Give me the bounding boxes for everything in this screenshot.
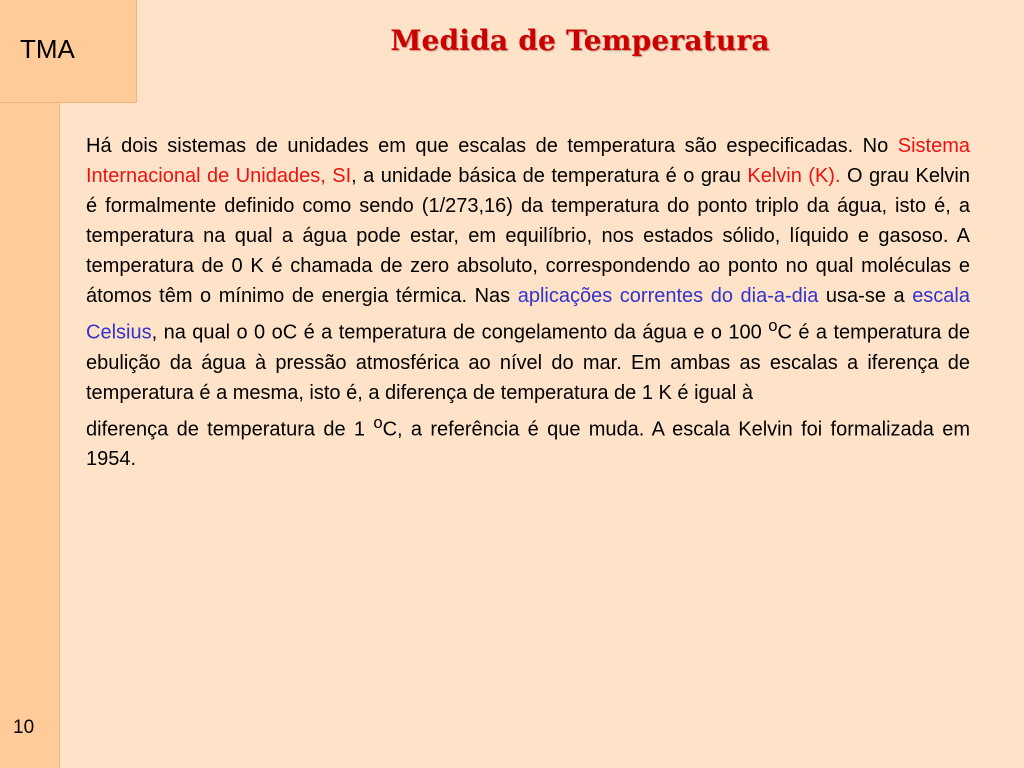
body-paragraph: [86, 131, 970, 474]
text-segment: , a unidade básica de temperatura é o grau: [351, 165, 748, 187]
sidebar-strip: [0, 0, 60, 768]
text-segment: , na qual o 0 oC é a temperatura de congelamento da água e o 100: [151, 321, 769, 344]
degree-superscript: o: [373, 412, 383, 432]
text-segment: C é a temperatura de ebulição da água à pressão atmosférica ao nível do mar. Em ambas as escalas a iferença de temperatura é a mesma, isto é, a diferença de temperatura de 1 K é igual à: [86, 321, 970, 404]
text-segment: O grau Kelvin é formalmente definido como sendo (1/273,16) da temperatura do ponto triplo da água, isto é, a temperatura na qual a água pode estar, em equilíbrio, nos estados sólido, líquido e gasoso. A temperatura de 0 K é chamada de zero absoluto, correspondendo ao ponto no qual moléculas e átomos têm o mínimo de energia térmica. Nas: [86, 165, 970, 307]
course-label-box: [0, 0, 137, 103]
text-segment: Há dois sistemas de unidades em que escalas de temperatura são especificadas. No: [86, 135, 898, 157]
degree-superscript: o: [768, 316, 778, 335]
text-segment: usa-se a: [818, 285, 913, 307]
celsius-highlight: escala Celsius: [86, 285, 970, 344]
slide-title: Medida de Temperatura: [390, 24, 770, 57]
course-label: TMA: [20, 34, 75, 64]
applications-highlight: aplicações correntes do dia-a-dia: [517, 285, 819, 307]
kelvin-highlight: Kelvin (K).: [747, 165, 841, 187]
text-segment: diferença de temperatura de 1: [86, 418, 374, 441]
page-number: 10: [13, 717, 35, 738]
text-segment: C, a referência é que muda. A escala Kelvin foi formalizada em 1954.: [86, 418, 970, 471]
si-highlight: Sistema Internacional de Unidades, SI: [86, 135, 970, 187]
